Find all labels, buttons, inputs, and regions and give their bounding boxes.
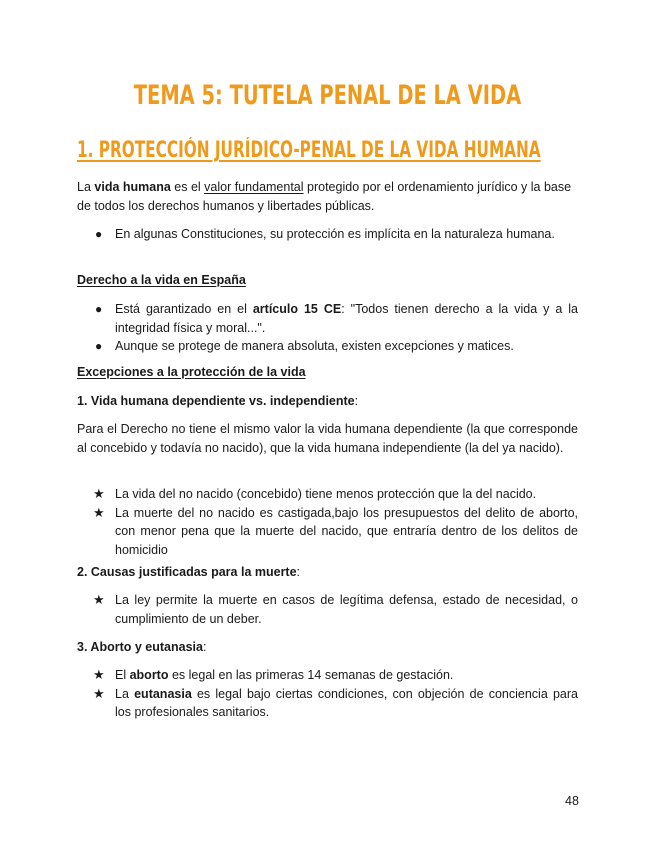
eutanasia-term: eutanasia [134, 686, 192, 701]
list-item [77, 504, 578, 560]
list-item-text: El [115, 668, 130, 682]
spain-bullet-list [77, 300, 578, 356]
item3-heading-text: 3. Aborto y eutanasia [77, 640, 203, 654]
star-icon: ★ [93, 486, 105, 501]
item3-star-list [77, 666, 578, 722]
list-item-text: es legal bajo ciertas condiciones, con objeción de conciencia para los profesionales sanitarios. [115, 686, 578, 719]
item1-heading-text: 1. Vida humana dependiente vs. independiente [77, 394, 355, 408]
list-item-text: Está garantizado en el [115, 302, 253, 316]
item1-heading [77, 392, 358, 410]
item3-heading-suffix: : [202, 640, 207, 654]
list-item [77, 300, 578, 337]
list-item-text: es legal en las primeras 14 semanas de gestación. [168, 668, 454, 682]
intro-text-1: La [77, 180, 95, 194]
item1-heading-suffix: : [354, 394, 359, 408]
intro-paragraph [77, 178, 578, 215]
list-item-text: En algunas Constituciones, su protección es implícita en la naturaleza humana. [115, 227, 555, 241]
list-item-text: Aunque se protege de manera absoluta, existen excepciones y matices. [115, 339, 514, 353]
list-item [77, 225, 578, 244]
intro-bullet-list [77, 225, 578, 244]
item2-heading-text: 2. Causas justificadas para la muerte [77, 565, 297, 579]
item2-heading [77, 563, 300, 581]
page-number: 48 [565, 794, 579, 808]
star-icon: ★ [93, 504, 105, 520]
list-item-text: La ley permite la muerte en casos de legítima defensa, estado de necesidad, o cumplimiento de un deber. [115, 593, 578, 626]
item3-heading [77, 638, 206, 656]
list-item-text: La muerte del no nacido es castigada,bajo los presupuestos del delito de aborto, con menor pena que la muerte del nacido, que entraría dentro de los delitos de homicidio [115, 505, 578, 557]
star-icon: ★ [93, 667, 105, 682]
bullet-icon: ● [95, 302, 103, 316]
item2-star-list [77, 591, 578, 628]
aborto-term: aborto [129, 668, 169, 682]
intro-bold-term: vida humana [94, 180, 171, 194]
list-item [77, 591, 578, 628]
star-icon: ★ [93, 592, 105, 607]
star-icon: ★ [93, 685, 105, 701]
list-item [77, 666, 578, 685]
list-item [77, 485, 578, 504]
bullet-icon: ● [95, 227, 103, 241]
subheading-exceptions: Excepciones a la protección de la vida [77, 365, 306, 379]
bullet-icon: ● [95, 339, 103, 353]
list-item [77, 685, 578, 722]
list-item-text: La [115, 686, 135, 701]
item1-paragraph: Para el Derecho no tiene el mismo valor la vida humana dependiente (la que corresponde al concebido y todavía no nacido), que la vida humana independiente (la del ya nacido). [77, 422, 578, 455]
article-reference: artículo 15 CE [252, 302, 342, 316]
item1-star-list [77, 485, 578, 559]
intro-text-2: es el [170, 180, 205, 194]
intro-underlined-term: valor fundamental [204, 180, 304, 194]
list-item-text: La vida del no nacido (concebido) tiene menos protección que la del nacido. [115, 487, 537, 501]
list-item [77, 337, 578, 356]
subheading-spain: Derecho a la vida en España [77, 273, 246, 287]
item2-heading-suffix: : [296, 565, 301, 579]
intro-text-3: protegido por el ordenamiento jurídico y la base de todos los derechos humanos y libertades públicas. [77, 180, 572, 213]
list-item-text: : "Todos tienen derecho a la vida y a la integridad física y moral...". [115, 302, 578, 335]
document-title: TEMA 5: TUTELA PENAL DE LA VIDA [133, 80, 522, 111]
section-title: 1. PROTECCIÓN JURÍDICO-PENAL DE LA VIDA HUMANA [77, 138, 541, 163]
